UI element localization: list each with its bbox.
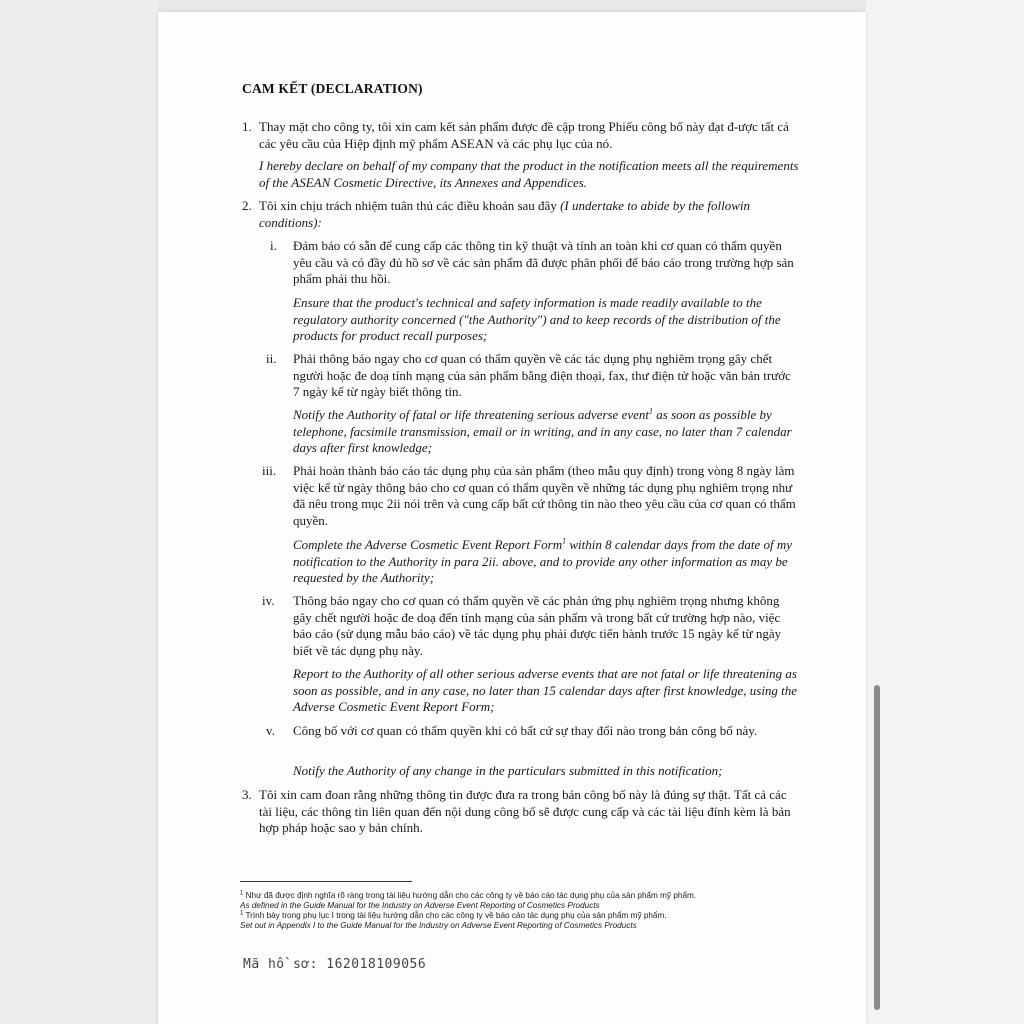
item-2-english: (I undertake to abide by the followin conditions): [259,198,750,230]
subitem-iv-vietnamese: Thông báo ngay cho cơ quan có thẩm quyền về các phản ứng phụ nghiêm trọng nhưng không gây chết người hoặc đe doạ đến tính mạng của sản phẩm và trong bất cứ trường hợp nào, việc báo cáo (sử dụng mẫu báo cáo) về tác dụng phụ phải được tiến hành trước 15 ngày kể từ ngày biết về tác dụng phụ này. [293,593,782,658]
subitem-ii-english-part-b: as soon as possible by telephone, facsimile transmission, email or in writing, and in any case, no later than 7 calendar days after first knowledge; [293,407,792,455]
subitem-i-english: Ensure that the product's technical and safety information is made readily available to the regulatory authority concerned ("the Authority") and to keep records of the distribution of the products for product recall purposes; [293,295,781,343]
footnote-2-mark: 1 [240,910,244,917]
subitem-ii-number: ii. [266,351,277,366]
subitem-iii-english-part-a: Complete the Adverse Cosmetic Event Report Form [293,537,563,552]
subitem-iv-english: Report to the Authority of all other serious adverse events that are not fatal or life threatening as soon as possible, and in any case, no later than 15 calendar days after first knowledge, using the Adverse Cosmetic Event Report Form; [293,666,798,714]
footnote-1-english: As defined in the Guide Manual for the Industry on Adverse Event Reporting of Cosmetics Products [240,901,600,910]
footnote-2-vietnamese: Trình bày trong phụ lục I trong tài liệu hướng dẫn cho các công ty về báo cáo tác dụng phụ của sản phẩm mỹ phẩm. [245,911,667,920]
item-1-vietnamese: Thay mặt cho công ty, tôi xin cam kết sản phẩm được đề cập trong Phiếu công bố này đạt đ-ược tất cả các yêu cầu của Hiệp định mỹ phẩm ASEAN và các phụ lục của nó. [259,119,789,151]
subitem-ii-english-part-a: Notify the Authority of fatal or life threatening serious adverse event [293,407,650,422]
subitem-iii-english-part-b: within 8 calendar days from the date of my notification to the Authority in para 2ii. above, and to provide any other information as may be requested by the Authority; [293,537,793,585]
record-code: Mã hồ sơ: 162018109056 [243,957,427,972]
subitem-v-vietnamese: Công bố với cơ quan có thẩm quyền khi có bất cứ sự thay đổi nào trong bản công bố này. [293,723,758,738]
footnote-divider [240,881,412,882]
footnote-1-vietnamese: Như đã được định nghĩa rõ ràng trong tài liệu hướng dẫn cho các công ty về báo cáo tác dụng phụ của sản phẩm mỹ phẩm. [245,891,697,900]
footnote-2-english: Set out in Appendix I to the Guide Manual for the Industry on Adverse Event Reporting of Cosmetics Products [240,921,637,930]
subitem-v-number: v. [266,723,275,738]
viewer-background-right [866,0,1024,1024]
subitem-v-english: Notify the Authority of any change in the particulars submitted in this notification; [293,763,723,778]
footnote-ref-1: 1 [649,406,654,416]
declaration-heading: CAM KẾT (DECLARATION) [242,81,423,96]
subitem-ii-vietnamese: Phải thông báo ngay cho cơ quan có thẩm quyền về các tác dụng phụ nghiêm trọng gây chết người hoặc đe doạ tính mạng của sản phẩm bằng điện thoại, fax, thư điện tử hoặc văn bản trước 7 ngày kể từ ngày biết thông tin. [293,351,791,399]
footnote-ref-2: 1 [562,536,567,546]
subitem-iii-english [293,537,799,587]
viewer-background-left [0,0,158,1024]
subitem-i-number: i. [270,238,277,253]
subitem-iii-number: iii. [262,463,277,478]
footnote-1 [240,891,696,901]
item-1-english: I hereby declare on behalf of my company that the product in the notification meets all the requirements of the ASEAN Cosmetic Directive, its Annexes and Appendices. [259,158,799,190]
item-3-vietnamese: Tôi xin cam đoan rằng những thông tin được đưa ra trong bản công bố này là đúng sự thật. Tất cả các tài liệu, các thông tin liên quan đến nội dung công bố sẽ được cung cấp và các tài liệu đính kèm là bản hợp pháp hoặc sao y bản chính. [259,787,791,835]
item-3-number: 3. [242,787,252,802]
subitem-iv-number: iv. [262,593,275,608]
vertical-scrollbar[interactable] [874,685,880,1010]
footnote-2 [240,911,667,921]
item-1-number: 1. [242,119,252,134]
footnote-1-mark: 1 [240,890,244,897]
item-2-vietnamese: Tôi xin chịu trách nhiệm tuân thủ các điều khoản sau đây [259,198,561,213]
subitem-i-vietnamese: Đảm bảo có sẵn để cung cấp các thông tin kỹ thuật và tính an toàn khi cơ quan có thẩm quyền yêu cầu và có đầy đủ hồ sơ về các sản phẩm đã được phân phối để báo cáo trong trường hợp sản phẩm phải thu hồi. [293,238,794,286]
item-2-number: 2. [242,198,252,213]
item-2-text [259,198,799,231]
subitem-ii-english [293,407,799,457]
subitem-iii-vietnamese: Phải hoàn thành báo cáo tác dụng phụ của sản phẩm (theo mẫu quy định) trong vòng 8 ngày làm việc kể từ ngày thông báo cho cơ quan có thẩm quyền về những tác dụng phụ nghiêm trọng như đã nêu trong mục 2ii nói trên và cung cấp bất cứ thông tin nào theo yêu cầu của cơ quan có thẩm quyền. [293,463,796,528]
